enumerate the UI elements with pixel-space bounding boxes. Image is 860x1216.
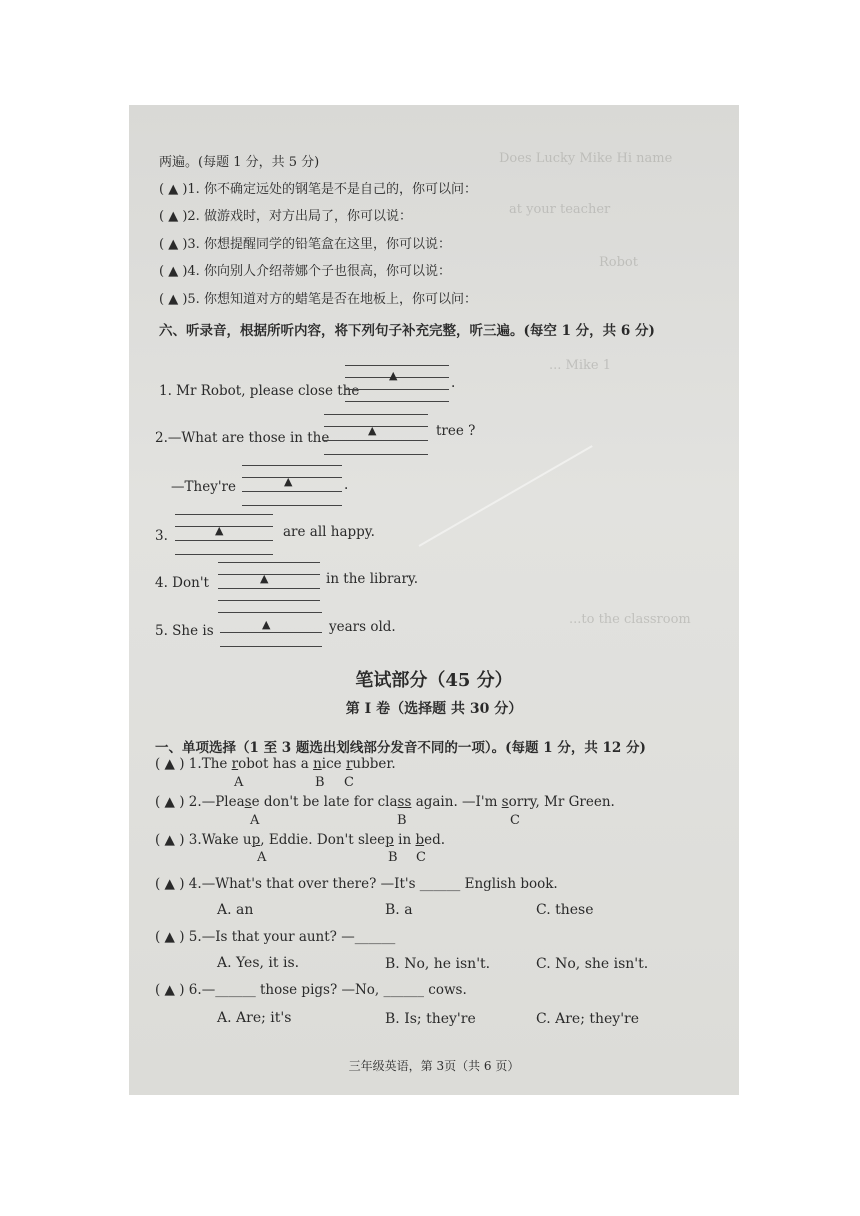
bleed-through-text: ... Mike 1 — [549, 358, 611, 373]
section5-intro: 两遍。(每题 1 分，共 5 分) — [159, 155, 320, 170]
fill-blank-q1[interactable] — [345, 361, 449, 409]
written-part-subtitle: 第 I 卷（选择题 共 30 分） — [345, 701, 523, 717]
letter-label: C — [344, 775, 354, 790]
section5-item — [159, 288, 477, 307]
option-c[interactable]: C. Are; they're — [536, 1011, 640, 1027]
question-text: 2. 做游戏时，对方出局了，你可以说： — [187, 209, 412, 224]
page-footer: 三年级英语，第 3页（共 6 页） — [348, 1059, 520, 1073]
letter-label: C — [416, 850, 426, 865]
triangle-marker: ▲ — [262, 618, 271, 631]
bleed-through-text: Robot — [599, 255, 638, 270]
mcq-item-5: ( ▲ ) 5.—Is that your aunt? —______ — [155, 929, 396, 945]
answer-mark: ( ▲ ) — [155, 929, 185, 945]
mcq-item-6: ( ▲ ) 6.—______ those pigs? —No, ______ cows. — [155, 982, 467, 998]
answer-mark: ( ▲ ) — [155, 982, 185, 998]
fill-q5-suffix: years old. — [329, 619, 396, 635]
fill-q2b-prefix: —They're — [171, 479, 236, 495]
triangle-marker: ▲ — [260, 572, 269, 585]
letter-label: B — [388, 850, 398, 865]
answer-mark: ( ▲ ) — [159, 292, 188, 307]
option-a[interactable]: A. Yes, it is. — [217, 955, 300, 971]
mcq-item-4: ( ▲ ) 4.—What's that over there? —It's ______ English book. — [155, 876, 558, 892]
section6-title: 六、听录音，根据所听内容，将下列句子补充完整，听三遍。(每空 1 分，共 6 分) — [159, 323, 655, 339]
photo-of-exam-page — [129, 105, 739, 1095]
fill-q1-prefix: 1. Mr Robot, please close the — [159, 383, 360, 399]
bleed-through-text: ...to the classroom — [569, 612, 691, 627]
letter-label: C — [510, 813, 520, 828]
triangle-marker: ▲ — [368, 424, 377, 437]
fill-q2-suffix: tree ? — [436, 423, 476, 439]
answer-mark: ( ▲ ) — [159, 264, 188, 279]
option-c[interactable]: C. these — [536, 902, 594, 918]
answer-mark: ( ▲ ) — [159, 209, 188, 224]
answer-mark: ( ▲ ) — [155, 832, 185, 848]
fill-q5-prefix: 5. She is — [155, 623, 214, 639]
section5-item — [159, 233, 451, 252]
mcq-item-1: ( ▲ ) 1.The robot has a nice rubber. — [155, 756, 396, 772]
fill-blank-q3[interactable] — [175, 512, 273, 558]
option-b[interactable]: B. No, he isn't. — [385, 956, 491, 972]
triangle-marker: ▲ — [389, 369, 398, 382]
triangle-marker: ▲ — [215, 524, 224, 537]
fill-blank-q2[interactable] — [324, 412, 428, 458]
answer-mark: ( ▲ ) — [155, 876, 185, 892]
question-text: 1. 你不确定远处的钢笔是不是自己的，你可以问： — [187, 182, 477, 197]
paper-tear — [419, 445, 593, 547]
fill-blank-q5[interactable] — [220, 610, 322, 650]
option-b[interactable]: B. Is; they're — [385, 1011, 476, 1027]
fill-q3-prefix: 3. — [155, 528, 168, 544]
option-c[interactable]: C. No, she isn't. — [536, 956, 649, 972]
answer-mark: ( ▲ ) — [155, 756, 185, 772]
fill-blank-q2b[interactable] — [242, 463, 342, 509]
letter-label: A — [257, 850, 267, 865]
fill-q2b-suffix: . — [344, 477, 349, 493]
bleed-through-text: Does Lucky Mike Hi name — [499, 151, 673, 166]
option-a[interactable]: A. an — [217, 902, 254, 918]
option-b[interactable]: B. a — [385, 902, 413, 918]
answer-mark: ( ▲ ) — [159, 182, 188, 197]
question-text: 5. 你想知道对方的蜡笔是否在地板上，你可以问： — [187, 292, 477, 307]
section5-item — [159, 260, 451, 279]
answer-mark: ( ▲ ) — [155, 794, 185, 810]
written-part-title: 笔试部分（45 分） — [355, 670, 513, 691]
mcq-item-2: ( ▲ ) 2.—Please don't be late for class again. —I'm sorry, Mr Green. — [155, 794, 615, 810]
question-text: 4. 你向别人介绍蒂娜个子也很高，你可以说： — [187, 264, 451, 279]
mcq-item-3: ( ▲ ) 3.Wake up, Eddie. Don't sleep in bed. — [155, 832, 446, 848]
letter-label: A — [250, 813, 260, 828]
letter-label: A — [234, 775, 244, 790]
fill-q3-suffix: are all happy. — [283, 524, 375, 540]
fill-q4-suffix: in the library. — [326, 571, 419, 587]
fill-q2-prefix: 2.—What are those in the — [155, 430, 330, 446]
answer-mark: ( ▲ ) — [159, 237, 188, 252]
letter-label: B — [397, 813, 407, 828]
fill-q4-prefix: 4. Don't — [155, 575, 209, 591]
option-a[interactable]: A. Are; it's — [217, 1010, 292, 1026]
bleed-through-text: at your teacher — [509, 202, 611, 217]
letter-label: B — [315, 775, 325, 790]
section5-item — [159, 205, 412, 224]
fill-q1-suffix: . — [451, 375, 456, 391]
question-text: 3. 你想提醒同学的铅笔盒在这里，你可以说： — [187, 237, 451, 252]
triangle-marker: ▲ — [284, 475, 293, 488]
section5-item — [159, 178, 477, 197]
section1-title: 一、单项选择（1 至 3 题选出划线部分发音不同的一项）。(每题 1 分，共 12 分) — [155, 740, 646, 756]
